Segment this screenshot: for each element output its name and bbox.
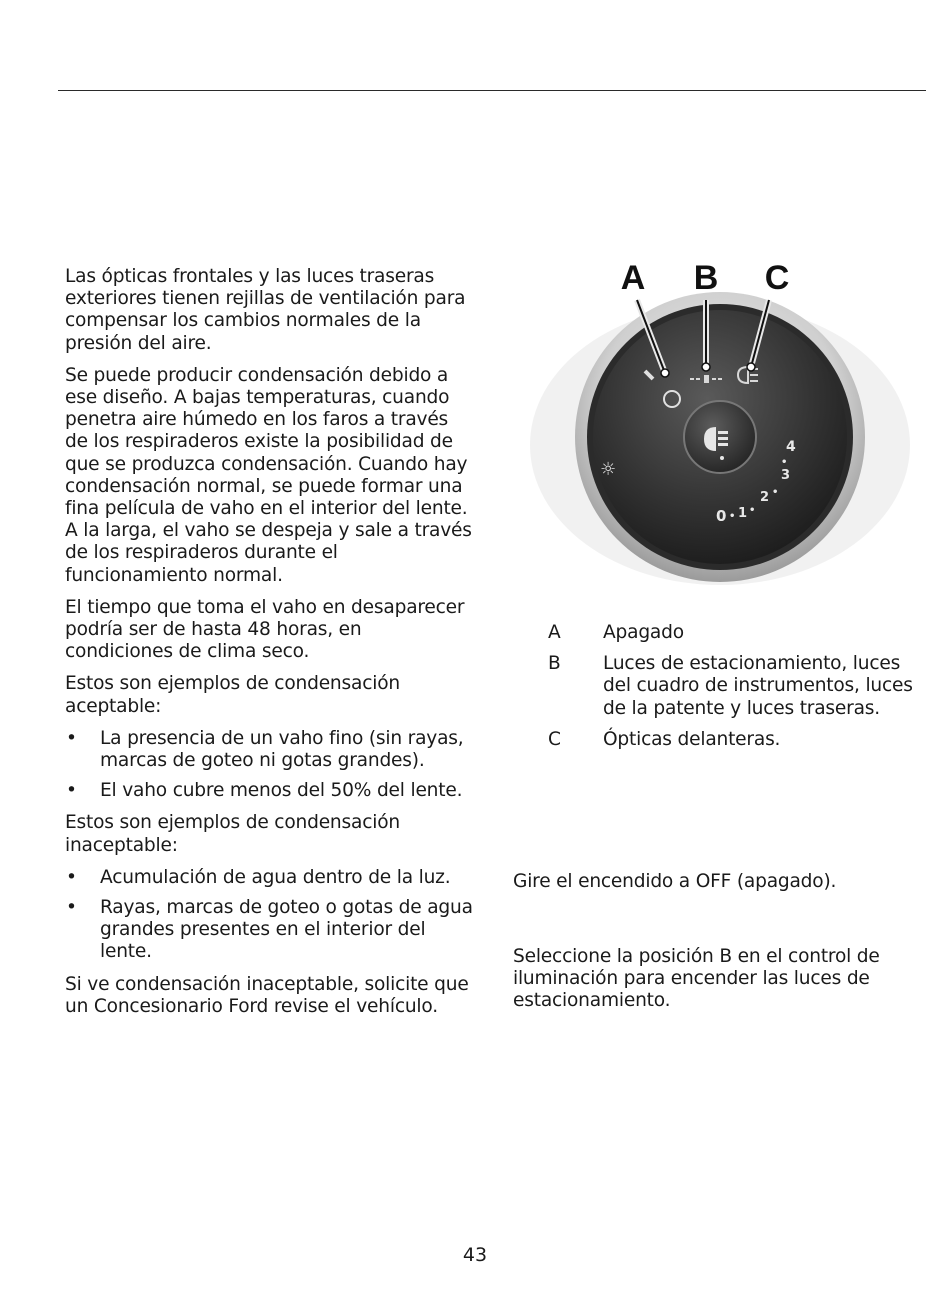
- dimmer-dot: •: [781, 457, 788, 468]
- list-item-text: Acumulación de agua dentro de la luz.: [100, 866, 451, 888]
- dimmer-number: 1: [738, 506, 748, 521]
- list-item: [65, 780, 475, 802]
- sun-icon: ☼: [600, 459, 617, 480]
- legend-row: [548, 622, 928, 644]
- bullet-icon: •: [66, 727, 77, 749]
- list-item: [65, 728, 475, 772]
- instruction-ignition-off: Gire el encendido a OFF (apagado).: [513, 871, 837, 892]
- legend-key: C: [548, 728, 561, 750]
- list-item: [65, 897, 475, 964]
- dimmer-number: 2: [760, 490, 770, 505]
- page-number: 43: [462, 1244, 488, 1266]
- dimmer-number: 4: [786, 439, 796, 455]
- legend-key: A: [548, 622, 561, 643]
- callout-label-b: B: [693, 259, 719, 297]
- instruction-select-position-b: Seleccione la posición B en el control de iluminación para encender las luces de estacionamiento.: [513, 946, 880, 1012]
- dimmer-dot: •: [772, 487, 779, 498]
- figure-legend: [548, 622, 928, 760]
- legend-value: Ópticas delanteras.: [603, 728, 781, 750]
- list-item-text: Rayas, marcas de goteo o gotas de agua grandes presentes en el interior del lente.: [100, 897, 473, 963]
- paragraph-condensation: Se puede producir condensación debido a ese diseño. A bajas temperaturas, cuando penetra aire húmedo en los faros a través de los respiraderos existe la posibilidad de que se produzca condensación. Cuando hay condensación normal, se puede formar una fina película de vaho en el interior del lente. A la larga, el vaho se despeja y sale a través de los respiraderos durante el funcionamiento normal.: [65, 364, 472, 586]
- paragraph-duration: El tiempo que toma el vaho en desaparecer podría ser de hasta 48 horas, en condiciones de clima seco.: [65, 596, 465, 663]
- list-item-text: El vaho cubre menos del 50% del lente.: [100, 780, 463, 802]
- acceptable-list: [65, 728, 475, 803]
- paragraph-acceptable-intro: Estos son ejemplos de condensación aceptable:: [65, 673, 400, 717]
- legend-key: B: [548, 653, 561, 675]
- list-item-text: La presencia de un vaho fino (sin rayas, marcas de goteo ni gotas grandes).: [100, 727, 464, 772]
- dimmer-number: 3: [781, 468, 791, 483]
- header-rule: [58, 90, 926, 91]
- paragraph-vents: Las ópticas frontales y las luces traseras exteriores tienen rejillas de ventilación para compensar los cambios normales de la presión del aire.: [65, 266, 466, 354]
- callout-dot-b: [702, 363, 710, 371]
- callout-dot-a: [661, 369, 669, 377]
- dimmer-number: 0: [716, 507, 727, 525]
- lighting-dial-illustration: [520, 255, 920, 585]
- callout-label-c: C: [764, 259, 790, 297]
- legend-row: [548, 653, 928, 720]
- dimmer-dot: •: [729, 511, 736, 522]
- bullet-icon: •: [66, 780, 77, 802]
- legend-value: Luces de estacionamiento, luces del cuadro de instrumentos, luces de la patente y luces traseras.: [603, 653, 913, 719]
- legend-value: Apagado: [603, 622, 684, 643]
- bullet-icon: •: [66, 897, 77, 919]
- left-column: [65, 266, 475, 1028]
- dimmer-dot: •: [749, 505, 756, 516]
- list-item: [65, 867, 475, 889]
- bullet-icon: •: [66, 866, 77, 888]
- unacceptable-list: [65, 867, 475, 964]
- callout-label-a: A: [620, 259, 646, 297]
- legend-row: [548, 729, 928, 751]
- paragraph-dealer: Si ve condensación inaceptable, solicite que un Concesionario Ford revise el vehículo.: [65, 973, 469, 1017]
- callout-dot-c: [747, 363, 755, 371]
- lighting-control-figure: [520, 255, 920, 585]
- paragraph-unacceptable-intro: Estos son ejemplos de condensación inaceptable:: [65, 812, 400, 856]
